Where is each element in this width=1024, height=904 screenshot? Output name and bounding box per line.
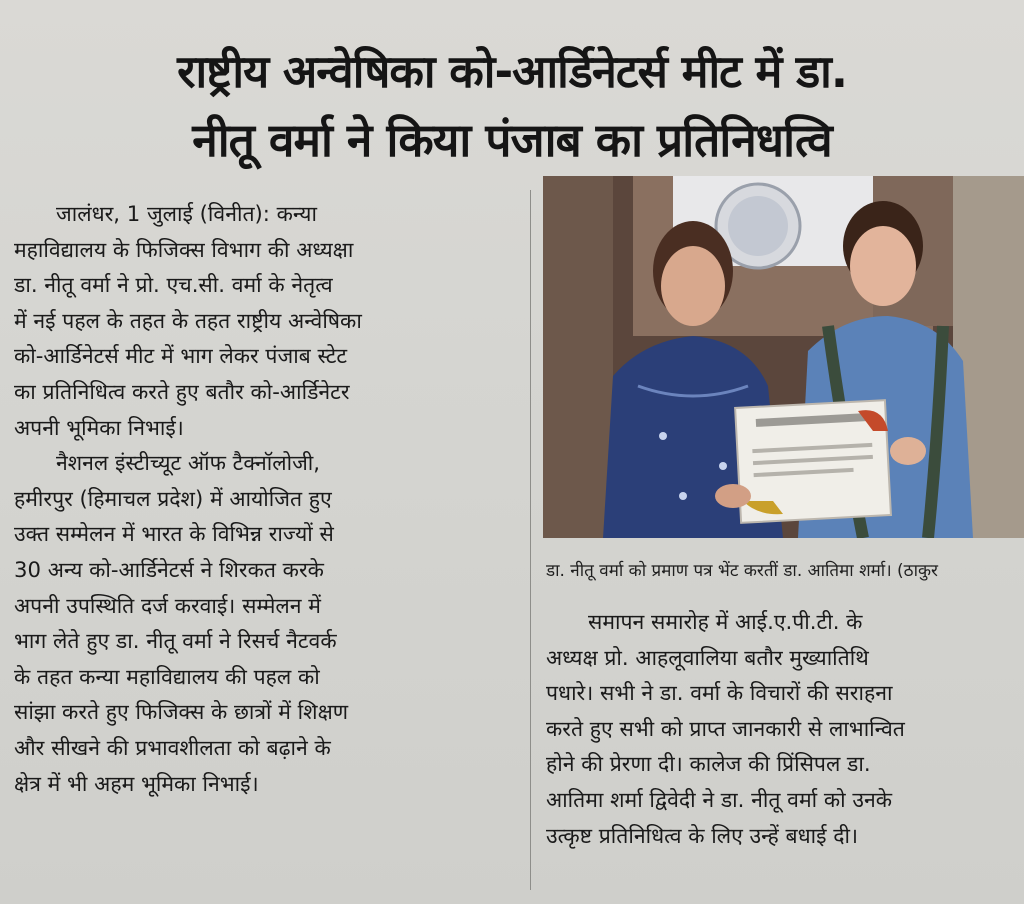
text-line: और सीखने की प्रभावशीलता को बढ़ाने के [14, 734, 331, 760]
paragraph-1 [14, 196, 506, 445]
text-line: अपनी उपस्थिति दर्ज करवाई। सम्मेलन में [14, 592, 321, 618]
text-line: आतिमा शर्मा द्विवेदी ने डा. नीतू वर्मा को उनके [546, 786, 892, 812]
headline-line-1: राष्ट्रीय अन्वेषिका को-आर्डिनेटर्स मीट में डा. [177, 45, 847, 98]
text-line: 30 अन्य को-आर्डिनेटर्स ने शिरकत करके [14, 556, 324, 582]
headline-line-2: नीतू वर्मा ने किया पंजाब का प्रतिनिधत्वि [192, 113, 832, 167]
text-line: उक्त सम्मेलन में भारत के विभिन्न राज्यों से [14, 521, 334, 547]
text-line: नैशनल इंस्टीच्यूट ऑफ टैक्नॉलोजी, [56, 450, 321, 476]
paragraph-2 [14, 445, 506, 801]
text-line: पधारे। सभी ने डा. वर्मा के विचारों की सराहना [546, 680, 893, 706]
text-line: अपनी भूमिका निभाई। [14, 414, 184, 440]
text-line: उत्कृष्ट प्रतिनिधित्व के लिए उन्हें बधाई दी। [546, 822, 858, 848]
text-line: करते हुए सभी को प्राप्त जानकारी से लाभान्वित [546, 715, 905, 741]
text-line: होने की प्रेरणा दी। कालेज की प्रिंसिपल डा. [546, 751, 871, 777]
text-line: महाविद्यालय के फिजिक्स विभाग की अध्यक्षा [14, 236, 354, 262]
text-line: के तहत कन्या महाविद्यालय की पहल को [14, 663, 320, 689]
photo-caption: डा. नीतू वर्मा को प्रमाण पत्र भेंट करतीं डा. आतिमा शर्मा। (ठाकुर [546, 561, 938, 581]
text-line: भाग लेते हुए डा. नीतू वर्मा ने रिसर्च नैटवर्क [14, 628, 337, 654]
text-line: का प्रतिनिधित्व करते हुए बतौर को-आर्डिनेटर [14, 378, 350, 404]
article-left-column [14, 196, 506, 801]
text-line: डा. नीतू वर्मा ने प्रो. एच.सी. वर्मा के नेतृत्व [14, 272, 333, 298]
text-line: में नई पहल के तहत के तहत राष्ट्रीय अन्वेषिका [14, 307, 362, 333]
text-line: क्षेत्र में भी अहम भूमिका निभाई। [14, 770, 259, 796]
text-line: सांझा करते हुए फिजिक्स के छात्रों में शिक्षण [14, 699, 349, 725]
text-line: जालंधर, 1 जुलाई (विनीत): कन्या [56, 201, 317, 226]
text-line: अध्यक्ष प्रो. आहलूवालिया बतौर मुख्यातिथि [546, 644, 869, 670]
text-line: समापन समारोह में आई.ए.पी.टी. के [588, 609, 863, 634]
text-line: हमीरपुर (हिमाचल प्रदेश) में आयोजित हुए [14, 485, 332, 511]
column-divider [530, 190, 531, 890]
article-right-column [546, 604, 1022, 853]
text-line: को-आर्डिनेटर्स मीट में भाग लेकर पंजाब स्टेट [14, 343, 348, 369]
news-photo [543, 176, 1024, 538]
